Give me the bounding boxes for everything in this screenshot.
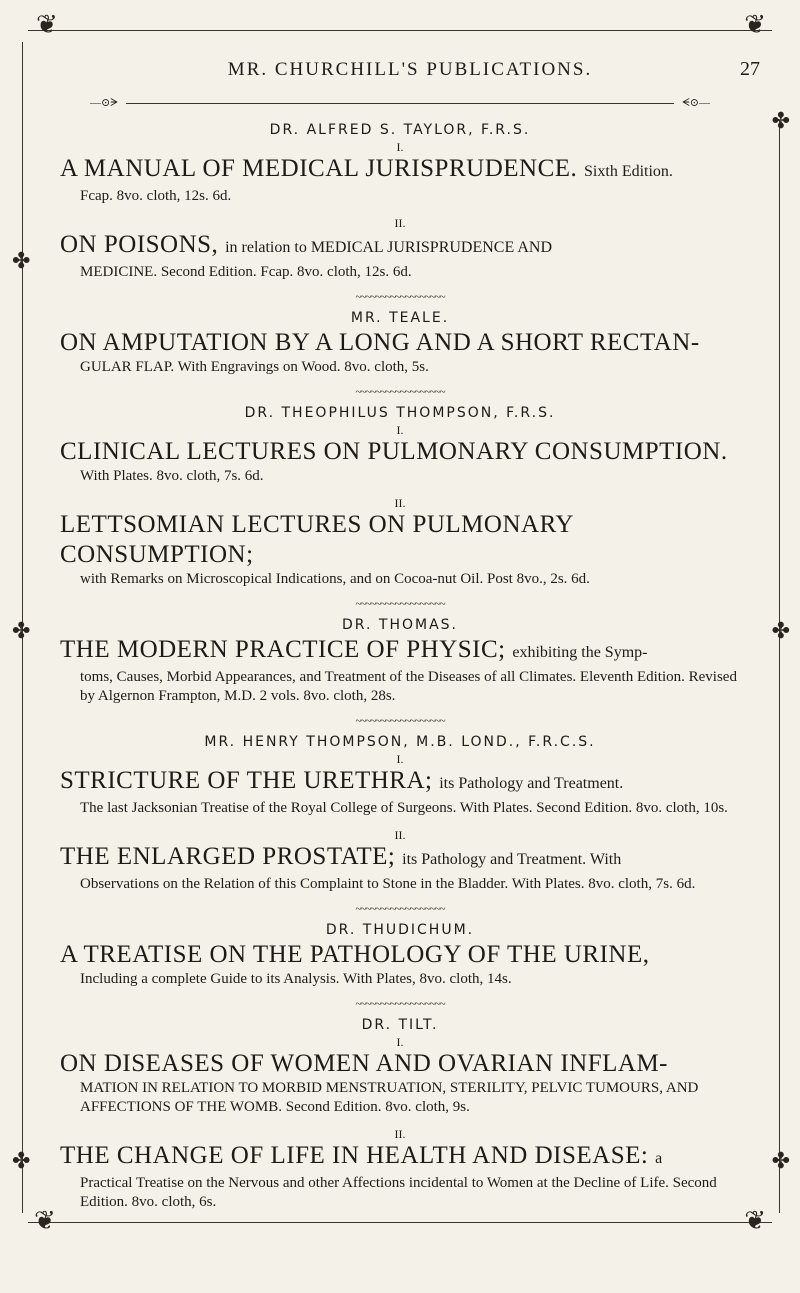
entry-number: II. bbox=[394, 216, 406, 230]
section-divider: ~~~~~~~~~~~~~~~~~~ bbox=[355, 998, 445, 1010]
book-title bbox=[60, 635, 740, 668]
book-title-text: A TREATISE ON THE PATHOLOGY OF THE URINE, bbox=[60, 941, 650, 968]
entry-number: II. bbox=[394, 1127, 406, 1141]
book-description: Practical Treatise on the Nervous and other Affections incidental to Women at the Decline of Life. Second Edition. 8vo. cloth, 6s. bbox=[80, 1175, 717, 1210]
entry-number: I. bbox=[396, 1035, 404, 1049]
section-divider: ~~~~~~~~~~~~~~~~~~ bbox=[355, 386, 445, 398]
section-divider: ~~~~~~~~~~~~~~~~~~ bbox=[355, 903, 445, 915]
side-ornament-icon: ✤ bbox=[12, 618, 31, 643]
entry-number: I. bbox=[396, 140, 404, 154]
header-rule bbox=[90, 96, 710, 110]
book-title bbox=[60, 437, 740, 467]
book-title-text: THE MODERN PRACTICE OF PHYSIC; bbox=[60, 636, 506, 663]
entry-number: I. bbox=[396, 752, 404, 766]
book-description: The last Jacksonian Treatise of the Royal College of Surgeons. With Plates. Second Edition. 8vo. cloth, 10s. bbox=[80, 800, 728, 816]
book-title bbox=[60, 940, 740, 970]
book-title-text: ON DISEASES OF WOMEN AND OVARIAN INFLAM- bbox=[60, 1050, 669, 1077]
book-description: Observations on the Relation of this Complaint to Stone in the Bladder. With Plates. 8vo. cloth, 7s. 6d. bbox=[80, 876, 696, 892]
book-title-text: A MANUAL OF MEDICAL JURISPRUDENCE. bbox=[60, 155, 578, 182]
entry-number: II. bbox=[394, 496, 406, 510]
side-ornament-icon: ✤ bbox=[12, 248, 31, 273]
book-title-suffix: its Pathology and Treatment. With bbox=[402, 851, 622, 868]
corner-ornament-icon: ❦ bbox=[744, 10, 766, 39]
book-description: toms, Causes, Morbid Appearances, and Treatment of the Diseases of all Climates. Eleventh Edition. Revised by Algernon Frampton, M.D. 2 vols. 8vo. cloth, 28s. bbox=[80, 669, 737, 704]
side-ornament-icon: ✤ bbox=[771, 618, 790, 643]
author-heading: DR. TILT. bbox=[361, 1017, 439, 1033]
book-title-suffix: its Pathology and Treatment. bbox=[439, 775, 624, 792]
page-header bbox=[60, 58, 760, 81]
frame-right-rule bbox=[779, 120, 780, 1213]
author-heading: DR. THUDICHUM. bbox=[325, 922, 475, 938]
book-title bbox=[60, 766, 740, 799]
book-title-text: ON POISONS, bbox=[60, 231, 219, 258]
book-title-text: LETTSOMIAN LECTURES ON PULMONARY CONSUMPTION; bbox=[60, 511, 573, 568]
book-title bbox=[60, 230, 740, 263]
rule-end-ornament: —⊙ᗒ bbox=[90, 97, 119, 109]
book-title-text: THE ENLARGED PROSTATE; bbox=[60, 843, 396, 870]
book-title-text: STRICTURE OF THE URETHRA; bbox=[60, 767, 433, 794]
book-title bbox=[60, 154, 740, 187]
corner-ornament-icon: ❦ bbox=[36, 10, 58, 39]
author-heading: DR. ALFRED S. TAYLOR, F.R.S. bbox=[269, 122, 531, 138]
side-ornament-icon: ✤ bbox=[771, 1148, 790, 1173]
book-title bbox=[60, 842, 740, 875]
entry-number: I. bbox=[396, 423, 404, 437]
frame-bottom-rule bbox=[28, 1222, 772, 1223]
book-title-text: ON AMPUTATION BY A LONG AND A SHORT RECTAN- bbox=[60, 329, 700, 356]
running-head: MR. CHURCHILL'S PUBLICATIONS. bbox=[227, 59, 593, 80]
book-title-suffix: a bbox=[655, 1150, 663, 1167]
book-title bbox=[60, 1049, 740, 1079]
corner-ornament-icon: ❦ bbox=[34, 1206, 56, 1235]
book-description: Fcap. 8vo. cloth, 12s. 6d. bbox=[80, 188, 232, 204]
page-number: 27 bbox=[740, 58, 760, 80]
author-heading: DR. THOMAS. bbox=[341, 617, 458, 633]
section-divider: ~~~~~~~~~~~~~~~~~~ bbox=[355, 598, 445, 610]
frame-top-rule bbox=[28, 30, 772, 31]
book-title-suffix: exhibiting the Symp- bbox=[512, 644, 648, 661]
book-title bbox=[60, 328, 740, 358]
book-title bbox=[60, 1141, 740, 1174]
author-heading: MR. HENRY THOMPSON, M.B. LOND., F.R.C.S. bbox=[204, 734, 596, 750]
section-divider: ~~~~~~~~~~~~~~~~~~ bbox=[355, 291, 445, 303]
book-description: with Remarks on Microscopical Indications, and on Cocoa-nut Oil. Post 8vo., 2s. 6d. bbox=[80, 571, 590, 587]
book-title-suffix: in relation to MEDICAL JURISPRUDENCE AND bbox=[225, 239, 553, 256]
book-description: MATION IN RELATION TO MORBID MENSTRUATION, STERILITY, PELVIC TUMOURS, AND AFFECTIONS OF THE WOMB. Second Edition. 8vo. cloth, 9s. bbox=[80, 1080, 699, 1115]
author-heading: DR. THEOPHILUS THOMPSON, F.R.S. bbox=[244, 405, 556, 421]
corner-ornament-icon: ❦ bbox=[744, 1206, 766, 1235]
book-title bbox=[60, 510, 740, 570]
book-title-suffix: Sixth Edition. bbox=[584, 163, 673, 180]
entry-number: II. bbox=[394, 828, 406, 842]
book-description: Including a complete Guide to its Analysis. With Plates, 8vo. cloth, 14s. bbox=[80, 971, 512, 987]
rule-end-ornament: ᗕ⊙— bbox=[681, 97, 710, 109]
section-divider: ~~~~~~~~~~~~~~~~~~ bbox=[355, 715, 445, 727]
side-ornament-icon: ✤ bbox=[771, 108, 790, 133]
side-ornament-icon: ✤ bbox=[12, 1148, 31, 1173]
book-description: GULAR FLAP. With Engravings on Wood. 8vo. cloth, 5s. bbox=[80, 359, 429, 375]
catalogue-listing bbox=[60, 118, 740, 1212]
book-description: MEDICINE. Second Edition. Fcap. 8vo. cloth, 12s. 6d. bbox=[80, 264, 412, 280]
book-title-text: CLINICAL LECTURES ON PULMONARY CONSUMPTION. bbox=[60, 438, 728, 465]
author-heading: MR. TEALE. bbox=[350, 310, 450, 326]
book-title-text: THE CHANGE OF LIFE IN HEALTH AND DISEASE: bbox=[60, 1142, 649, 1169]
book-description: With Plates. 8vo. cloth, 7s. 6d. bbox=[80, 468, 264, 484]
